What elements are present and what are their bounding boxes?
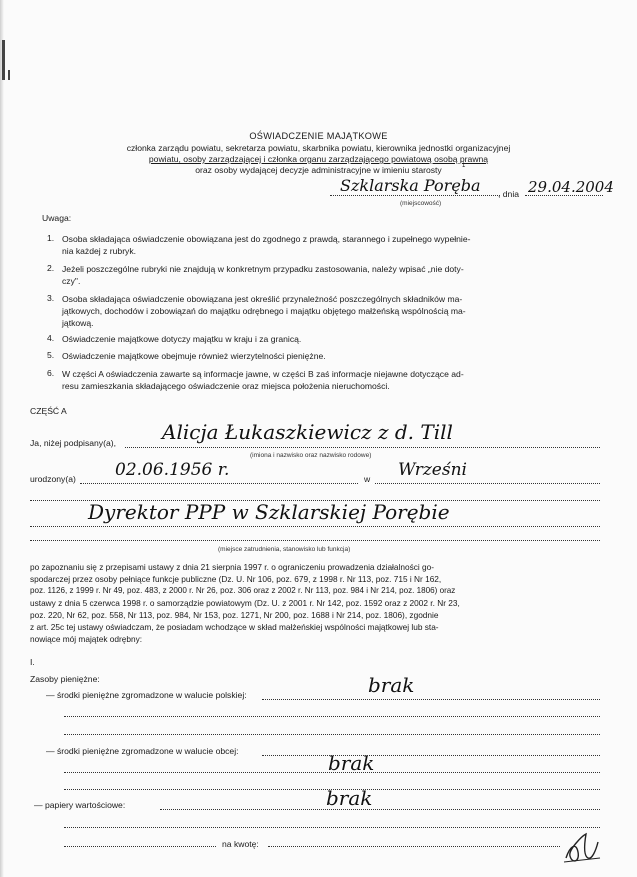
notes-heading: Uwaga:	[42, 213, 72, 223]
answer-line	[64, 827, 600, 828]
name-handwritten: Alicja Łukaszkiewicz z d. Till	[162, 420, 453, 444]
note-text: resu zamieszkania składającego oświadczenie oraz miejsca położenia nieruchomości.	[62, 381, 390, 391]
note-number: 3.	[47, 293, 55, 303]
answer-line	[64, 772, 600, 773]
name-caption: (imiona i nazwisko oraz nazwisko rodowe)	[250, 452, 372, 459]
foreign-currency-label: — środki pieniężne zgromadzone w walucie obcej:	[46, 746, 239, 756]
birth-date-line	[80, 483, 358, 484]
note-number: 4.	[47, 333, 55, 343]
securities-label: — papiery wartościowe:	[34, 800, 126, 810]
section-number: I.	[30, 657, 35, 667]
employment-caption: (miejsce zatrudnienia, stanowisko lub funkcja)	[218, 546, 351, 553]
statement-line: po zapoznaniu się z przepisami ustawy z dnia 21 sierpnia 1997 r. o ograniczeniu prowadzenia działalności go-	[30, 562, 435, 572]
place-line	[330, 195, 500, 196]
answer-line	[64, 716, 600, 717]
note-number: 1.	[47, 233, 55, 243]
date-line	[525, 195, 603, 196]
birth-date-handwritten: 02.06.1956 r.	[115, 460, 230, 480]
answer-line	[160, 809, 600, 810]
birth-place-handwritten: Wrześni	[398, 460, 467, 480]
date-label: , dnia	[498, 189, 520, 199]
statement-line: z art. 25c tej ustawy oświadczam, że posiadam wchodzące w skład małżeńskiej wspólności majątkowej lub sta-	[30, 622, 439, 632]
statement-line: nowiące mój majątek odrębny:	[30, 634, 143, 644]
note-text: W części A oświadczenia zawarte są informacje jawne, w części B zaś informacje niejawne dotyczące ad-	[62, 369, 464, 379]
born-label: urodzony(a)	[30, 474, 76, 484]
note-number: 2.	[47, 263, 55, 273]
date-handwritten: 29.04.2004	[528, 178, 614, 196]
footnote-marker: 1	[462, 163, 466, 169]
note-text: nia każdej z rubryk.	[62, 246, 137, 256]
amount-label: na kwotę:	[222, 839, 259, 849]
note-text: Oświadczenie majątkowe obejmuje również wierzytelności pieniężne.	[62, 351, 326, 361]
local-currency-label: — środki pieniężne zgromadzone w walucie polskiej:	[46, 690, 247, 700]
note-text: Oświadczenie majątkowe dotyczy majątku w kraju i za granicą.	[62, 334, 302, 344]
employment-line	[30, 526, 600, 527]
note-number: 5.	[47, 350, 55, 360]
employment-line	[30, 540, 600, 541]
subtitle-line: oraz osoby wydającej decyzje administracyjne w imieniu starosty	[195, 165, 442, 175]
note-text: Jeżeli poszczególne rubryki nie znajdują w konkretnym przypadku zastosowania, należy wpisać „nie doty-	[62, 264, 464, 274]
place-caption: (miejscowość)	[400, 200, 442, 207]
signed-label: Ja, niżej podpisany(a),	[30, 438, 116, 448]
note-text: Osoba składająca oświadczenie obowiązana jest do zgodnego z prawdą, starannego i zupełnego wypełnie-	[62, 234, 471, 244]
local-currency-handwritten: brak	[368, 673, 415, 697]
answer-line	[64, 846, 216, 847]
note-text: czy".	[62, 276, 81, 286]
scan-artifact	[8, 70, 10, 80]
answer-line	[64, 734, 600, 735]
note-number: 6.	[47, 368, 55, 378]
note-text: jątkową.	[62, 318, 94, 328]
cash-heading: Zasoby pieniężne:	[30, 674, 100, 684]
answer-line	[262, 755, 600, 756]
scan-artifact	[2, 40, 5, 80]
initials-signature	[560, 828, 604, 868]
note-text: jątkowych, dochodów i zobowiązań do majątku odrębnego i majątku objętego małżeńską wspólnością ma-	[62, 306, 466, 316]
statement-line: poz. 1126, z 1999 r. Nr 49, poz. 483, z 2000 r. Nr 26, poz. 306 oraz z 2002 r. Nr 113, poz. 984 i Nr 214, poz. 1806) oraz	[30, 586, 456, 595]
subtitle-line: członka zarządu powiatu, sekretarza powiatu, skarbnika powiatu, kierownika jednostki organizacyjnej	[126, 143, 511, 153]
place-handwritten: Szklarska Poręba	[340, 176, 481, 195]
statement-line: spodarczej przez osoby pełniące funkcje publiczne (Dz. U. Nr 106, poz. 679, z 1998 r. Nr 113, poz. 715 i Nr 162,	[30, 574, 442, 584]
answer-line	[262, 699, 600, 700]
part-a-heading: CZĘŚĆ A	[30, 406, 67, 416]
amount-line	[268, 846, 560, 847]
securities-handwritten: brak	[326, 786, 373, 810]
employment-handwritten: Dyrektor PPP w Szklarskiej Porębie	[88, 500, 450, 524]
document-title: OŚWIADCZENIE MAJĄTKOWE	[249, 131, 388, 141]
born-in-label: w	[364, 474, 371, 484]
statement-line: ustawy z dnia 5 czerwca 1998 r. o samorządzie powiatowym (Dz. U. z 2001 r. Nr 142, poz. 1592 oraz z 2002 r. Nr 23,	[30, 598, 460, 608]
statement-line: poz. 220, Nr 62, poz. 558, Nr 113, poz. 984, Nr 153, poz. 1271, Nr 200, poz. 1688 i Nr 214, poz. 1806), zgodnie	[30, 610, 439, 620]
foreign-currency-handwritten: brak	[328, 751, 375, 775]
name-line	[125, 447, 600, 448]
birth-place-line	[375, 483, 600, 484]
subtitle-line: powiatu, osoby zarządzającej i członka organu zarządzającego powiatową osobą prawną	[148, 154, 489, 164]
note-text: Osoba składająca oświadczenie obowiązana jest określić przynależność poszczególnych składników ma-	[62, 294, 463, 304]
